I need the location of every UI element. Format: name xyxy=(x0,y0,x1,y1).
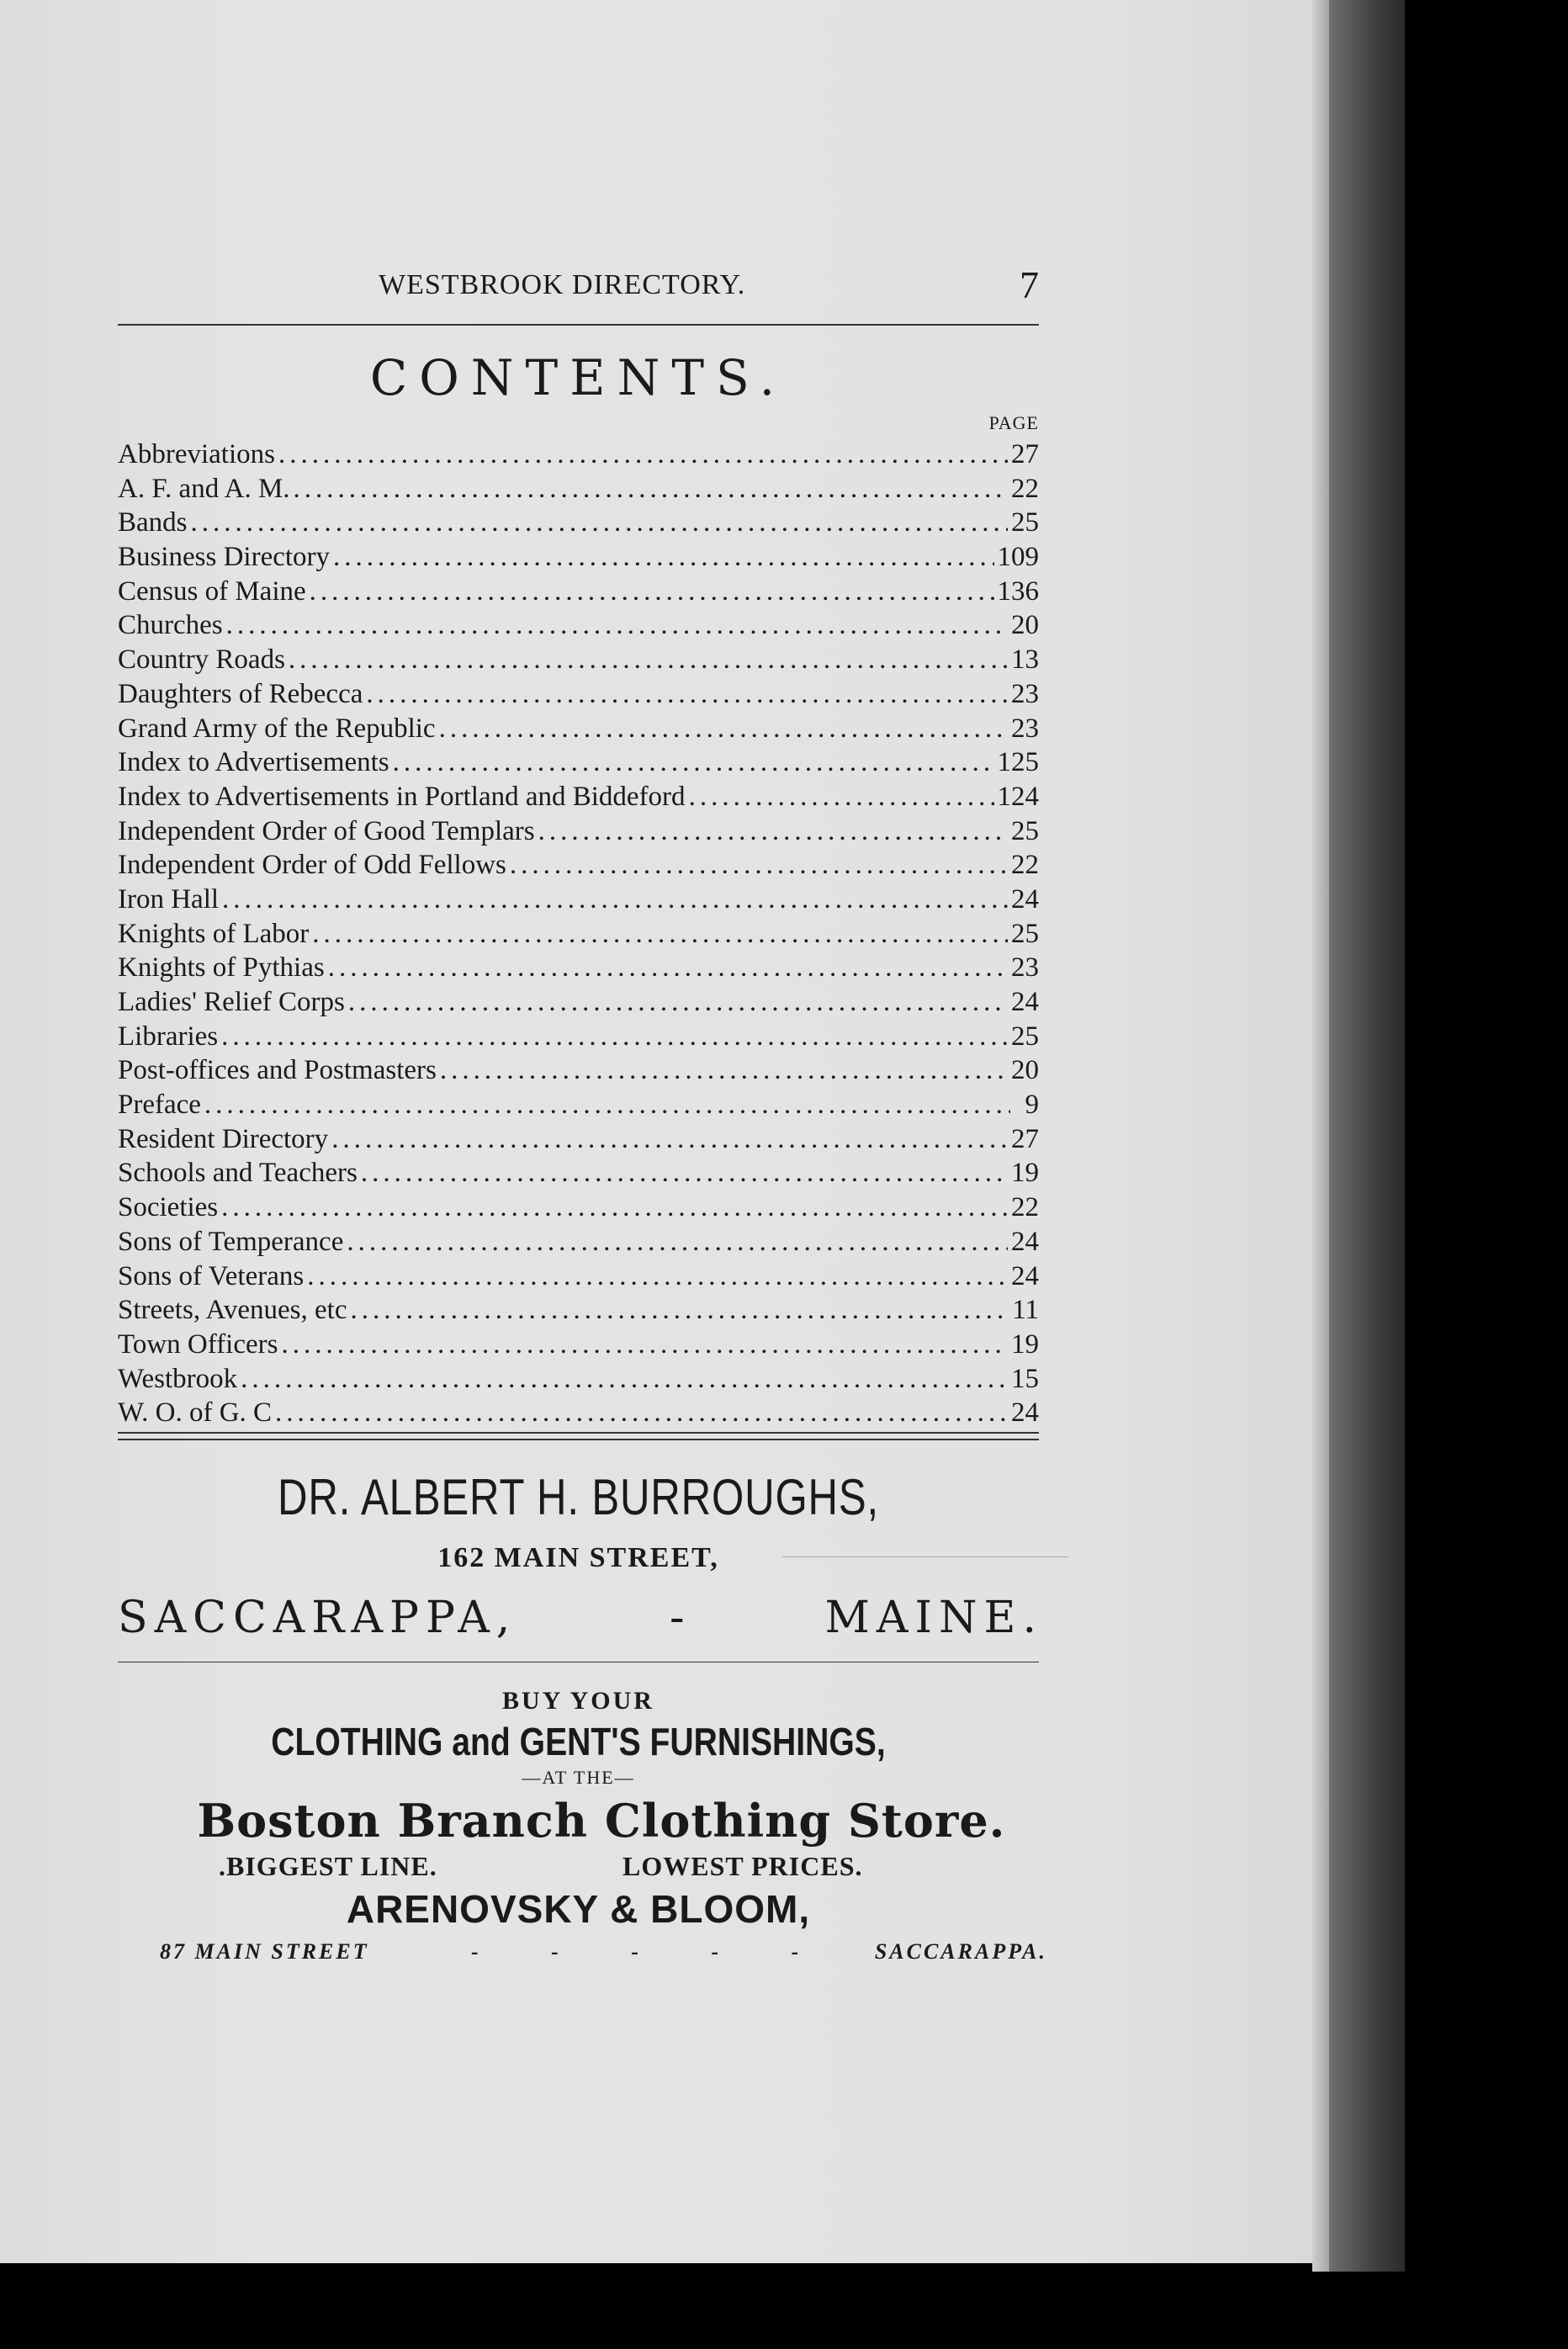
toc-entry xyxy=(118,848,1039,883)
toc-entry xyxy=(118,1190,1039,1225)
ad-slogan-line xyxy=(118,1851,1039,1885)
toc-leader-dots xyxy=(204,1088,1010,1121)
toc-leader-dots xyxy=(440,1053,1008,1087)
toc-entry-label: Abbreviations xyxy=(118,439,275,469)
ad-buy-your: BUY YOUR xyxy=(502,1687,654,1715)
page-number: 7 xyxy=(1020,263,1039,306)
toc-entry-label: Resident Directory xyxy=(118,1123,329,1154)
toc-entry xyxy=(118,745,1039,780)
toc-entry-label: Bands xyxy=(118,507,188,538)
toc-entry xyxy=(118,1293,1039,1328)
toc-leader-dots xyxy=(241,1362,1008,1396)
toc-leader-dots xyxy=(510,848,1008,882)
toc-entry xyxy=(118,506,1039,540)
toc-entry-page: 11 xyxy=(1012,1295,1039,1326)
toc-leader-dots xyxy=(393,745,994,779)
toc-entry-label: Census of Maine xyxy=(118,575,306,607)
ad-state: MAINE. xyxy=(824,1593,1043,1643)
toc-leader-dots xyxy=(312,917,1008,951)
toc-entry xyxy=(118,677,1039,712)
toc-entry-page: 19 xyxy=(1011,1328,1039,1360)
toc-entry-label: Daughters of Rebecca xyxy=(118,678,363,709)
toc-entry-page: 9 xyxy=(1025,1090,1039,1121)
toc-entry xyxy=(118,712,1039,746)
toc-entry-page: 23 xyxy=(1011,713,1039,744)
toc-entry-page: 23 xyxy=(1011,678,1039,709)
toc-entry-page: 13 xyxy=(1011,644,1039,676)
toc-entry-label: Churches xyxy=(118,610,223,641)
section-rule-bottom xyxy=(118,1439,1039,1440)
toc-leader-dots xyxy=(191,506,1009,539)
toc-entry-label: W. O. of G. C xyxy=(118,1397,273,1429)
toc-entry xyxy=(118,985,1039,1020)
ad-owners: ARENOVSKY & BLOOM, xyxy=(346,1887,811,1931)
toc-leader-dots xyxy=(439,712,1008,745)
page-column-label: PAGE xyxy=(988,412,1039,433)
toc-entry xyxy=(118,814,1039,849)
toc-entry-label: Libraries xyxy=(118,1021,219,1052)
toc-entry xyxy=(118,1122,1039,1157)
ad-at-the: —AT THE— xyxy=(522,1767,635,1788)
toc-leader-dots xyxy=(221,1020,1008,1053)
ad-clothing-line: CLOTHING and GENT'S FURNISHINGS, xyxy=(271,1720,886,1763)
toc-entry-label: Index to Advertisements in Portland and Biddeford xyxy=(118,781,686,812)
toc-entry xyxy=(118,575,1039,609)
ad-dashes: - - - - - xyxy=(471,1939,833,1964)
toc-leader-dots xyxy=(226,608,1008,642)
toc-entry-label: Country Roads xyxy=(118,644,285,676)
page-edge xyxy=(1312,0,1329,2272)
toc-entry-page: 136 xyxy=(997,575,1039,607)
toc-entry xyxy=(118,643,1039,677)
toc-leader-dots xyxy=(348,985,1008,1019)
toc-entry-label: Preface xyxy=(118,1090,201,1121)
toc-entry-label: Independent Order of Good Templars xyxy=(118,815,535,846)
toc-entry-label: Iron Hall xyxy=(118,883,220,915)
toc-leader-dots xyxy=(361,1156,1008,1190)
toc-entry-page: 24 xyxy=(1011,883,1039,915)
toc-leader-dots xyxy=(350,1293,1009,1327)
toc-entry-page: 25 xyxy=(1011,1021,1039,1052)
toc-entry-page: 25 xyxy=(1011,918,1039,949)
toc-leader-dots xyxy=(307,1259,1008,1293)
toc-entry xyxy=(118,437,1039,472)
toc-entry-label: Town Officers xyxy=(118,1328,278,1360)
ad-doctor-city-line xyxy=(118,1593,1043,1643)
toc-entry-label: Index to Advertisements xyxy=(118,747,389,778)
toc-leader-dots xyxy=(347,1225,1008,1259)
ad-store-name: Boston Branch Clothing Store. xyxy=(197,1794,1006,1848)
toc-entry xyxy=(118,1020,1039,1054)
toc-entry-page: 27 xyxy=(1011,439,1039,469)
ad-address-line xyxy=(118,1939,1047,1970)
toc-entry xyxy=(118,951,1039,985)
toc-entry-page: 24 xyxy=(1011,1226,1039,1257)
faint-rule xyxy=(782,1556,1068,1557)
ad-street-address: 87 MAIN STREET xyxy=(160,1939,369,1964)
toc-entry-label: Knights of Pythias xyxy=(118,952,325,984)
toc-leader-dots xyxy=(366,677,1008,711)
toc-entry-page: 22 xyxy=(1011,473,1039,504)
toc-entry xyxy=(118,608,1039,643)
toc-entry-label: Sons of Temperance xyxy=(118,1226,344,1257)
toc-leader-dots xyxy=(278,437,1008,471)
toc-entry xyxy=(118,1328,1039,1362)
toc-entry-page: 24 xyxy=(1011,987,1039,1017)
header-rule xyxy=(118,324,1039,326)
contents-title: CONTENTS. xyxy=(369,349,787,406)
toc-entry xyxy=(118,917,1039,952)
toc-entry-label: Sons of Veterans xyxy=(118,1260,305,1291)
toc-leader-dots xyxy=(289,643,1008,676)
toc-entry-page: 22 xyxy=(1011,1192,1039,1223)
toc-entry xyxy=(118,1396,1039,1430)
toc-entry-label: Westbrook xyxy=(118,1363,238,1394)
toc-entry-page: 25 xyxy=(1011,815,1039,846)
ad-lowest-prices: LOWEST PRICES. xyxy=(622,1851,863,1881)
toc-entry xyxy=(118,1156,1039,1190)
toc-entry-page: 25 xyxy=(1011,507,1039,538)
toc-entry-label: Business Directory xyxy=(118,542,331,573)
toc-leader-dots xyxy=(221,1190,1008,1224)
toc-entry-label: Post-offices and Postmasters xyxy=(118,1055,437,1086)
toc-leader-dots xyxy=(294,472,1008,506)
toc-entry xyxy=(118,1259,1039,1294)
running-header xyxy=(118,263,1039,310)
contents-list xyxy=(118,437,1039,1430)
toc-entry-page: 24 xyxy=(1011,1397,1039,1429)
toc-entry-label: A. F. and A. M. xyxy=(118,473,290,504)
toc-entry-page: 24 xyxy=(1011,1260,1039,1291)
toc-entry-page: 27 xyxy=(1011,1123,1039,1154)
toc-entry xyxy=(118,472,1039,506)
toc-entry-label: Independent Order of Odd Fellows xyxy=(118,850,506,881)
toc-entry xyxy=(118,540,1039,575)
toc-entry xyxy=(118,1088,1039,1122)
toc-entry-page: 20 xyxy=(1011,1055,1039,1086)
toc-leader-dots xyxy=(328,951,1008,984)
toc-entry-page: 15 xyxy=(1011,1363,1039,1394)
toc-entry-label: Grand Army of the Republic xyxy=(118,713,436,744)
toc-leader-dots xyxy=(333,540,993,574)
toc-leader-dots xyxy=(281,1328,1008,1361)
section-rule-top xyxy=(118,1432,1039,1434)
toc-entry-label: Societies xyxy=(118,1192,219,1223)
toc-leader-dots xyxy=(331,1122,1008,1156)
toc-entry-label: Streets, Avenues, etc xyxy=(118,1295,347,1326)
toc-leader-dots xyxy=(538,814,1008,848)
ad-doctor-street: 162 MAIN STREET, xyxy=(437,1542,719,1573)
ad-town: SACCARAPPA. xyxy=(874,1939,1047,1964)
toc-entry-page: 20 xyxy=(1011,610,1039,641)
toc-leader-dots xyxy=(222,883,1008,916)
toc-entry-page: 109 xyxy=(997,542,1039,573)
ad-city: SACCARAPPA, xyxy=(118,1593,517,1643)
toc-leader-dots xyxy=(310,575,994,608)
toc-entry-page: 125 xyxy=(997,747,1039,778)
toc-entry-label: Knights of Labor xyxy=(118,918,310,949)
toc-entry-label: Schools and Teachers xyxy=(118,1158,358,1189)
toc-entry-page: 19 xyxy=(1011,1158,1039,1189)
toc-entry xyxy=(118,1053,1039,1088)
ad-doctor-name: DR. ALBERT H. BURROUGHS, xyxy=(277,1469,880,1525)
toc-entry xyxy=(118,1225,1039,1259)
toc-entry-page: 23 xyxy=(1011,952,1039,984)
toc-leader-dots xyxy=(275,1396,1008,1429)
ad-dash: - xyxy=(670,1593,691,1643)
toc-entry xyxy=(118,780,1039,814)
ad-biggest-line: .BIGGEST LINE. xyxy=(219,1851,437,1881)
toc-leader-dots xyxy=(689,780,994,814)
toc-entry-page: 22 xyxy=(1011,850,1039,881)
toc-entry xyxy=(118,1362,1039,1397)
toc-entry-page: 124 xyxy=(997,781,1039,812)
toc-entry xyxy=(118,883,1039,917)
header-title: WESTBROOK DIRECTORY. xyxy=(379,269,746,300)
toc-entry-label: Ladies' Relief Corps xyxy=(118,987,345,1017)
